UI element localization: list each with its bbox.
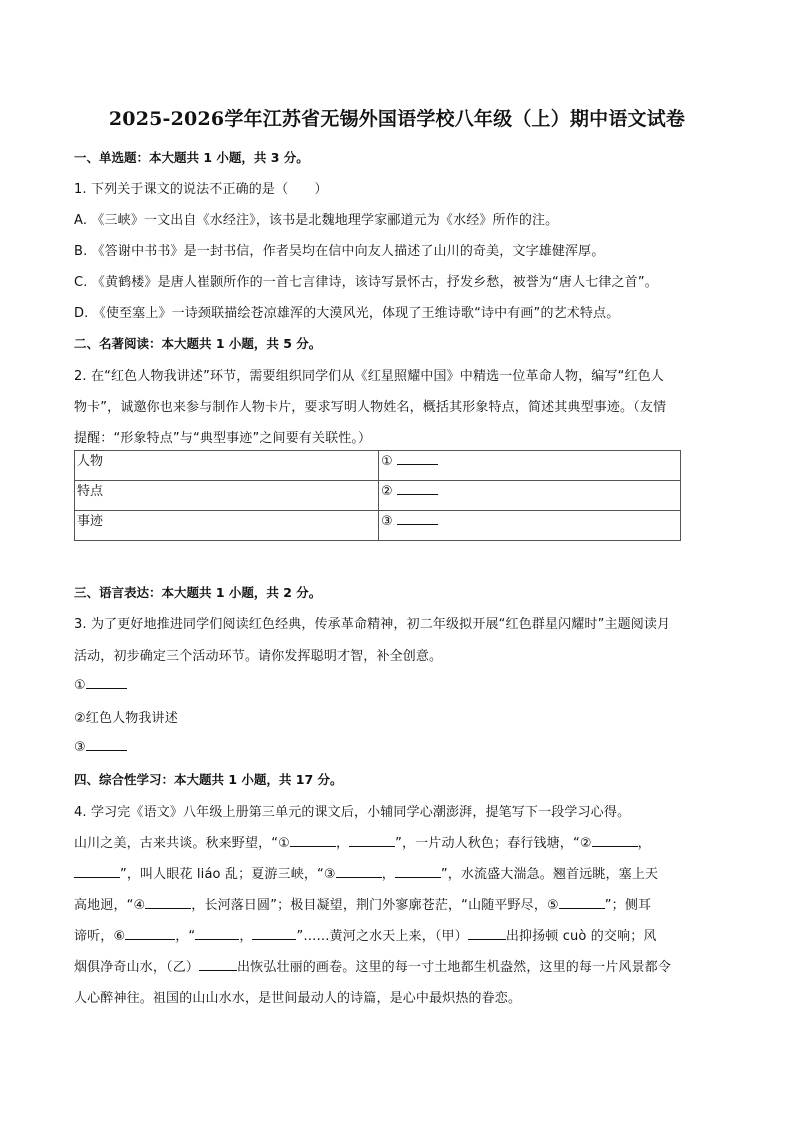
table-row	[75, 511, 681, 541]
passage-line-2	[74, 863, 658, 882]
passage-line-5	[74, 956, 671, 975]
answer-blank[interactable]	[397, 512, 438, 525]
passage-line-4	[74, 925, 657, 944]
exam-title: 2025-2026学年江苏省无锡外国语学校八年级（上）期中语文试卷	[108, 108, 686, 130]
question-2-line-3: 提醒：“形象特点”与“典型事迹”之间要有关联性。）	[74, 431, 372, 446]
question-3-item-3	[74, 738, 127, 755]
passage-text: 高地迥，“④	[74, 898, 146, 913]
answer-blank[interactable]	[199, 958, 237, 971]
answer-blank[interactable]	[252, 927, 296, 940]
answer-blank[interactable]	[468, 927, 506, 940]
answer-mark: ②	[381, 484, 393, 499]
passage-text: ”；侧耳	[604, 898, 652, 913]
question-2-line-2: 物卡”，诚邀你也来参与制作人物卡片，要求写明人物姓名，概括其形象特点，简述其典型事迹。（友情	[74, 400, 667, 415]
passage-text: ”，叫人眼花 liáo 乱；夏游三峡，“③	[120, 867, 336, 882]
question-3-line-2: 活动，初步确定三个活动环节。请你发挥聪明才智，补全创意。	[74, 649, 443, 664]
passage-text: ”，水流盛大湍急。翘首远眺，塞上天	[440, 867, 659, 882]
answer-blank[interactable]	[145, 896, 191, 909]
question-1-stem: 1. 下列关于课文的说法不正确的是（ ）	[74, 182, 328, 197]
passage-text: ，	[637, 836, 651, 851]
answer-mark: ①	[381, 454, 393, 469]
answer-blank[interactable]	[86, 676, 127, 689]
passage-line-3	[74, 894, 651, 913]
section-heading-1: 一、单选题：本大题共 1 小题，共 3 分。	[74, 150, 309, 165]
answer-blank[interactable]	[397, 482, 438, 495]
answer-mark: ③	[381, 514, 393, 529]
passage-line-1	[74, 832, 651, 851]
passage-text: 谛听，⑥	[74, 929, 126, 944]
answer-blank[interactable]	[86, 738, 127, 751]
answer-blank[interactable]	[125, 927, 175, 940]
answer-blank[interactable]	[290, 834, 336, 847]
item-mark: ③	[74, 740, 86, 755]
answer-blank[interactable]	[74, 865, 120, 878]
table-cell-label: 特点	[75, 481, 379, 511]
question-2-line-1: 2. 在“红色人物我讲述”环节，需要组织同学们从《红星照耀中国》中精选一位革命人物，编写“红色人	[74, 369, 664, 384]
table-cell-answer[interactable]	[379, 451, 681, 481]
passage-text: ”……黄河之水天上来，（甲）	[296, 929, 468, 944]
passage-text: ，“	[175, 929, 196, 944]
table-row	[75, 451, 681, 481]
section-heading-4: 四、综合性学习：本大题共 1 小题，共 17 分。	[74, 772, 343, 787]
answer-blank[interactable]	[395, 865, 441, 878]
passage-text: ，长河落日圆”；极目凝望，荆门外寥廓苍茫，“山随平野尽，⑤	[191, 898, 559, 913]
table-cell-label: 人物	[75, 451, 379, 481]
section-heading-2: 二、名著阅读：本大题共 1 小题，共 5 分。	[74, 336, 322, 351]
character-card-table	[74, 450, 681, 541]
answer-blank[interactable]	[195, 927, 239, 940]
table-cell-answer[interactable]	[379, 511, 681, 541]
answer-blank[interactable]	[349, 834, 395, 847]
table-cell-answer[interactable]	[379, 481, 681, 511]
question-1-option-a: A. 《三峡》一文出自《水经注》，该书是北魏地理学家郦道元为《水经》所作的注。	[74, 213, 559, 228]
answer-blank[interactable]	[592, 834, 638, 847]
item-mark: ①	[74, 678, 86, 693]
passage-text: ”，一片动人秋色；春行钱塘，“②	[395, 836, 592, 851]
answer-blank[interactable]	[336, 865, 382, 878]
passage-text: ，	[239, 929, 253, 944]
table-cell-label: 事迹	[75, 511, 379, 541]
passage-text: 烟俱净奇山水，（乙）	[74, 960, 200, 975]
passage-line-6: 人心醉神往。祖国的山山水水，是世间最动人的诗篇，是心中最炽热的眷恋。	[74, 991, 522, 1006]
section-heading-3: 三、语言表达：本大题共 1 小题，共 2 分。	[74, 585, 322, 600]
question-3-line-1: 3. 为了更好地推进同学们阅读红色经典，传承革命精神，初二年级拟开展“红色群星闪耀时”主题阅读月	[74, 617, 671, 632]
passage-text: 山川之美，古来共谈。秋来野望，“①	[74, 836, 290, 851]
table-row	[75, 481, 681, 511]
question-1-option-c: C. 《黄鹤楼》是唐人崔颢所作的一首七言律诗，该诗写景怀古，抒发乡愁，被誉为“唐人七律之首”。	[74, 275, 658, 290]
question-1-option-b: B. 《答谢中书书》是一封书信，作者吴均在信中向友人描述了山川的奇美，文字雄健浑厚。	[74, 244, 605, 259]
question-4-stem: 4. 学习完《语文》八年级上册第三单元的课文后，小辅同学心潮澎湃，提笔写下一段学习心得。	[74, 805, 631, 820]
answer-blank[interactable]	[559, 896, 605, 909]
passage-text: ，	[381, 867, 395, 882]
question-1-option-d: D. 《使至塞上》一诗颈联描绘苍凉雄浑的大漠风光，体现了王维诗歌“诗中有画”的艺术特点。	[74, 306, 620, 321]
passage-text: ，	[335, 836, 350, 851]
passage-text: 出恢弘壮丽的画卷。这里的每一寸土地都生机盎然，这里的每一片风景都令	[237, 960, 671, 975]
passage-text: 出抑扬顿 cuò 的交响；风	[505, 929, 657, 944]
question-3-item-2: ②红色人物我讲述	[74, 711, 178, 726]
question-3-item-1	[74, 676, 127, 693]
answer-blank[interactable]	[397, 452, 438, 465]
